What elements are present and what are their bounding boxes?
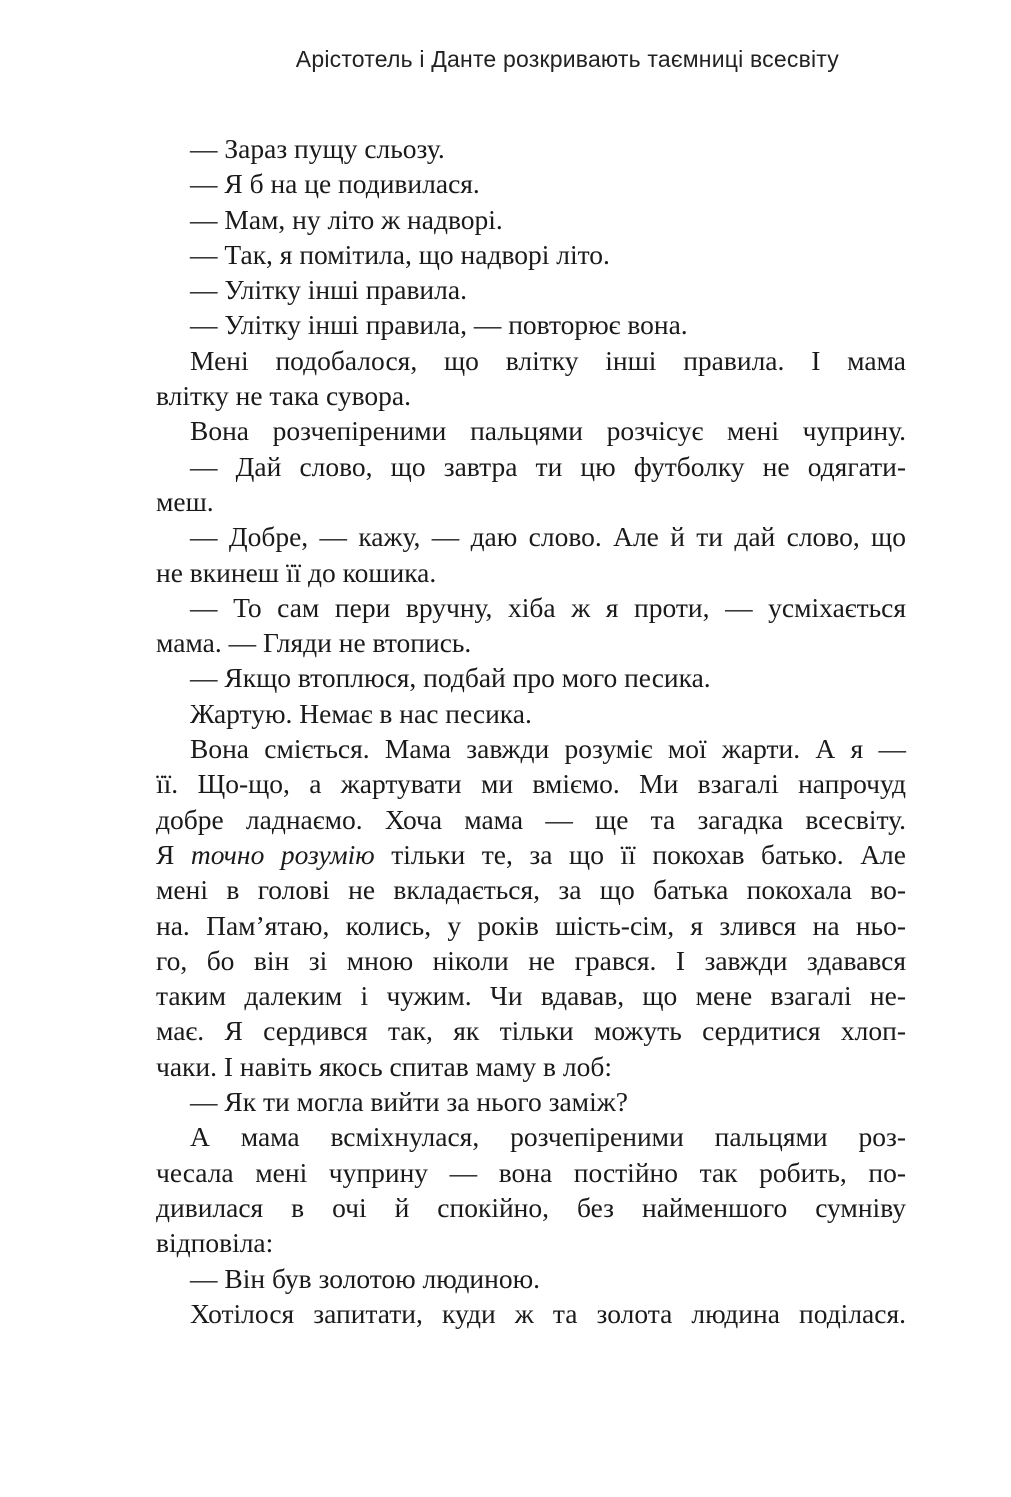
text-line: Хотілося запитати, куди ж та золота людина поділася. bbox=[190, 1297, 906, 1329]
text-line: має. Я сердився так, як тільки можуть сердитися хлоп- bbox=[156, 1015, 906, 1047]
text-line: — Добре, — кажу, — даю слово. Але й ти дай слово, що bbox=[190, 521, 906, 553]
text-line: Мені подобалося, що влітку інші правила. І мама bbox=[190, 344, 906, 376]
text-line: — Мам, ну літо ж надворі. bbox=[190, 203, 503, 235]
text-line: таким далеким і чужим. Чи вдавав, що мене взагалі не- bbox=[156, 980, 906, 1012]
text-segment: тільки те, за що її покохав батько. Але bbox=[374, 838, 906, 870]
text-line: А мама всміхнулася, розчепіреними пальцями роз- bbox=[190, 1121, 906, 1153]
text-line: — Як ти могла вийти за нього заміж? bbox=[190, 1086, 628, 1118]
text-line: — Він був золотою людиною. bbox=[190, 1262, 540, 1294]
text-line-with-emphasis bbox=[156, 837, 906, 872]
emphasized-text: точно розумію bbox=[190, 838, 375, 870]
text-line: влітку не така сувора. bbox=[156, 380, 411, 412]
text-line: — То сам пери вручну, хіба ж я проти, — усміхається bbox=[190, 591, 906, 623]
text-line: не вкинеш її до кошика. bbox=[156, 556, 437, 588]
text-line: — Улітку інші правила. bbox=[190, 274, 467, 306]
text-line: на. Пам’ятаю, колись, у років шість-сім, я злився на ньо- bbox=[156, 909, 906, 941]
text-line: мама. — Гляди не втопись. bbox=[156, 627, 472, 659]
running-header-title: Арістотель і Данте розкривають таємниці всесвіту bbox=[295, 46, 839, 72]
text-line: відповіла: bbox=[156, 1227, 274, 1259]
text-line: дивилася в очі й спокійно, без найменшого сумніву bbox=[156, 1191, 906, 1223]
text-line: чаки. І навіть якось спитав маму в лоб: bbox=[156, 1050, 613, 1082]
text-line: мені в голові не вкладається, за що батька покохала во- bbox=[156, 874, 906, 906]
text-line: — Зараз пущу сльозу. bbox=[190, 133, 445, 164]
page-body-text bbox=[156, 131, 906, 1331]
text-line: її. Що-що, а жартувати ми вміємо. Ми взагалі напрочуд bbox=[156, 768, 906, 800]
text-line: Вона сміється. Мама завжди розуміє мої жарти. А я — bbox=[190, 733, 906, 765]
text-line: — Якщо втоплюся, подбай про мого песика. bbox=[190, 662, 711, 694]
text-line: чесала мені чуприну — вона постійно так робить, по- bbox=[156, 1156, 906, 1188]
text-line: — Так, я помітила, що надворі літо. bbox=[190, 238, 610, 270]
text-segment: Я bbox=[156, 838, 191, 870]
text-line: — Дай слово, що завтра ти цю футболку не одягати- bbox=[190, 450, 906, 482]
text-line: — Улітку інші правила, — повторює вона. bbox=[190, 309, 688, 341]
text-line: Жартую. Немає в нас песика. bbox=[190, 697, 532, 729]
text-line: го, бо він зі мною ніколи не грався. І завжди здавався bbox=[156, 944, 906, 976]
text-line: меш. bbox=[156, 485, 214, 517]
text-line: добре ладнаємо. Хоча мама — ще та загадка всесвіту. bbox=[156, 803, 906, 835]
text-line: — Я б на це подивилася. bbox=[190, 168, 480, 200]
text-line: Вона розчепіреними пальцями розчісує мені чуприну. bbox=[190, 415, 906, 447]
